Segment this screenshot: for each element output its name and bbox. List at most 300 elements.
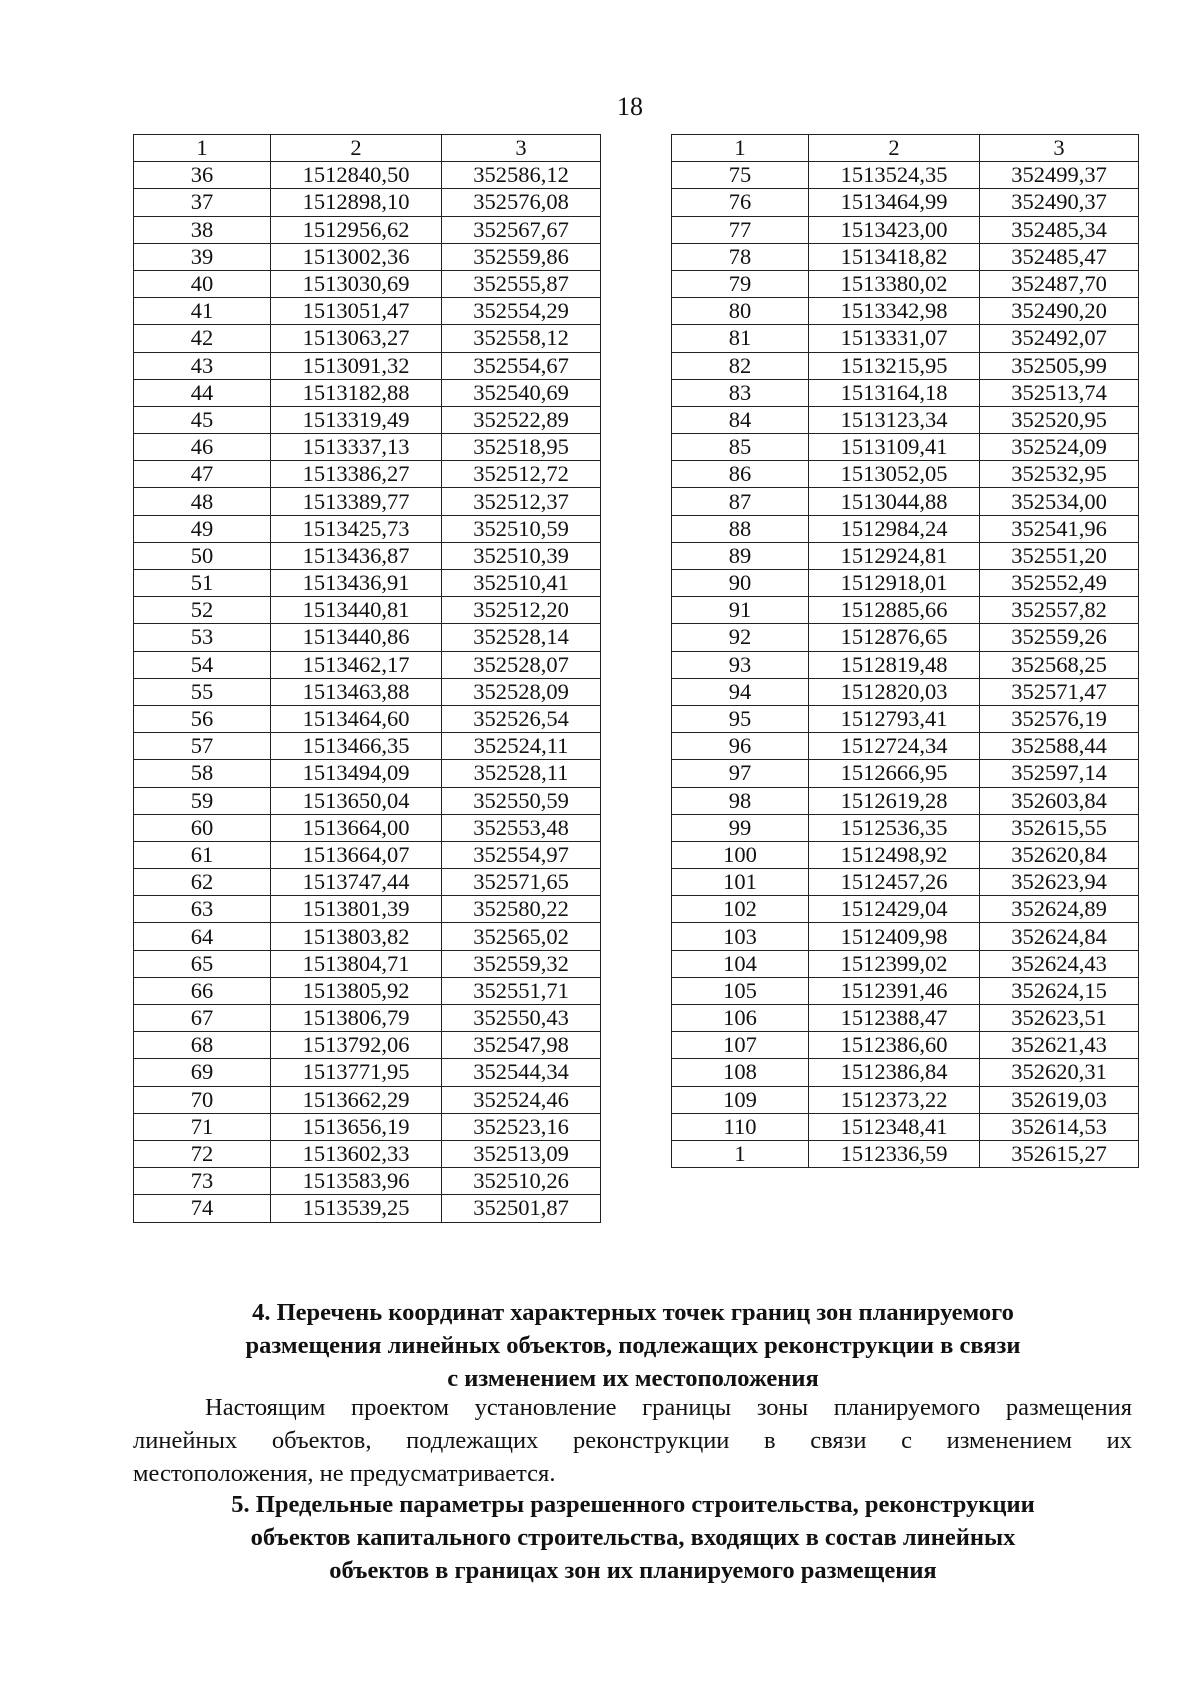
x-coordinate-cell: 1513425,73: [271, 515, 442, 542]
y-coordinate-cell: 352505,99: [980, 352, 1139, 379]
y-coordinate-cell: 352558,12: [442, 325, 601, 352]
x-coordinate-cell: 1513123,34: [809, 406, 980, 433]
table-row: [134, 1086, 601, 1113]
table-row: [134, 379, 601, 406]
point-number-cell: 96: [672, 733, 809, 760]
table-row: [672, 923, 1139, 950]
table-row: [134, 542, 601, 569]
y-coordinate-cell: 352557,82: [980, 597, 1139, 624]
y-coordinate-cell: 352615,55: [980, 814, 1139, 841]
y-coordinate-cell: 352528,11: [442, 760, 601, 787]
point-number-cell: 62: [134, 869, 271, 896]
page-number: 18: [617, 92, 643, 121]
point-number-cell: 99: [672, 814, 809, 841]
x-coordinate-cell: 1513792,06: [271, 1032, 442, 1059]
x-coordinate-cell: 1513805,92: [271, 977, 442, 1004]
x-coordinate-cell: 1513389,77: [271, 488, 442, 515]
point-number-cell: 70: [134, 1086, 271, 1113]
y-coordinate-cell: 352597,14: [980, 760, 1139, 787]
point-number-cell: 107: [672, 1032, 809, 1059]
x-coordinate-cell: 1513319,49: [271, 406, 442, 433]
table-row: [672, 570, 1139, 597]
x-coordinate-cell: 1512918,01: [809, 570, 980, 597]
x-coordinate-cell: 1513664,00: [271, 814, 442, 841]
x-coordinate-cell: 1513182,88: [271, 379, 442, 406]
point-number-cell: 83: [672, 379, 809, 406]
table-row: [134, 1113, 601, 1140]
x-coordinate-cell: 1512724,34: [809, 733, 980, 760]
x-coordinate-cell: 1513030,69: [271, 270, 442, 297]
table-row: [134, 189, 601, 216]
point-number-cell: 67: [134, 1005, 271, 1032]
x-coordinate-cell: 1513342,98: [809, 298, 980, 325]
point-number-cell: 89: [672, 542, 809, 569]
y-coordinate-cell: 352576,19: [980, 705, 1139, 732]
y-coordinate-cell: 352490,37: [980, 189, 1139, 216]
x-coordinate-cell: 1513539,25: [271, 1195, 442, 1222]
point-number-cell: 56: [134, 705, 271, 732]
table-row: [672, 977, 1139, 1004]
y-coordinate-cell: 352623,94: [980, 869, 1139, 896]
x-coordinate-cell: 1512984,24: [809, 515, 980, 542]
coordinates-table-right: [671, 134, 1139, 1168]
y-coordinate-cell: 352541,96: [980, 515, 1139, 542]
x-coordinate-cell: 1513801,39: [271, 896, 442, 923]
y-coordinate-cell: 352492,07: [980, 325, 1139, 352]
y-coordinate-cell: 352588,44: [980, 733, 1139, 760]
y-coordinate-cell: 352576,08: [442, 189, 601, 216]
y-coordinate-cell: 352524,11: [442, 733, 601, 760]
table-row: [672, 216, 1139, 243]
x-coordinate-cell: 1512498,92: [809, 841, 980, 868]
point-number-cell: 102: [672, 896, 809, 923]
point-number-cell: 76: [672, 189, 809, 216]
point-number-cell: 85: [672, 434, 809, 461]
table-row: [672, 841, 1139, 868]
y-coordinate-cell: 352553,48: [442, 814, 601, 841]
y-coordinate-cell: 352512,20: [442, 597, 601, 624]
point-number-cell: 103: [672, 923, 809, 950]
x-coordinate-cell: 1513463,88: [271, 678, 442, 705]
table-row: [672, 515, 1139, 542]
table-row: [134, 570, 601, 597]
table-row: [672, 651, 1139, 678]
x-coordinate-cell: 1513002,36: [271, 243, 442, 270]
point-number-cell: 44: [134, 379, 271, 406]
table-row: [672, 950, 1139, 977]
x-coordinate-cell: 1512820,03: [809, 678, 980, 705]
y-coordinate-cell: 352524,09: [980, 434, 1139, 461]
y-coordinate-cell: 352510,26: [442, 1168, 601, 1195]
y-coordinate-cell: 352487,70: [980, 270, 1139, 297]
y-coordinate-cell: 352523,16: [442, 1113, 601, 1140]
table-row: [672, 1113, 1139, 1140]
table-row: [134, 923, 601, 950]
y-coordinate-cell: 352518,95: [442, 434, 601, 461]
x-coordinate-cell: 1513464,99: [809, 189, 980, 216]
x-coordinate-cell: 1513164,18: [809, 379, 980, 406]
y-coordinate-cell: 352559,26: [980, 624, 1139, 651]
table-row: [672, 379, 1139, 406]
point-number-cell: 37: [134, 189, 271, 216]
table-row: [672, 325, 1139, 352]
heading-line: 4. Перечень координат характерных точек границ зон планируемого: [252, 1299, 1014, 1326]
table-row: [134, 515, 601, 542]
point-number-cell: 46: [134, 434, 271, 461]
x-coordinate-cell: 1512819,48: [809, 651, 980, 678]
point-number-cell: 71: [134, 1113, 271, 1140]
column-header: 2: [271, 135, 442, 162]
table-row: [672, 352, 1139, 379]
x-coordinate-cell: 1512386,84: [809, 1059, 980, 1086]
y-coordinate-cell: 352510,59: [442, 515, 601, 542]
point-number-cell: 48: [134, 488, 271, 515]
y-coordinate-cell: 352624,89: [980, 896, 1139, 923]
table-row: [672, 1005, 1139, 1032]
table-row: [134, 787, 601, 814]
point-number-cell: 78: [672, 243, 809, 270]
point-number-cell: 1: [672, 1140, 809, 1167]
table-row: [134, 352, 601, 379]
y-coordinate-cell: 352614,53: [980, 1113, 1139, 1140]
x-coordinate-cell: 1513436,91: [271, 570, 442, 597]
point-number-cell: 53: [134, 624, 271, 651]
table-row: [672, 298, 1139, 325]
point-number-cell: 97: [672, 760, 809, 787]
point-number-cell: 77: [672, 216, 809, 243]
point-number-cell: 73: [134, 1168, 271, 1195]
point-number-cell: 72: [134, 1140, 271, 1167]
y-coordinate-cell: 352552,49: [980, 570, 1139, 597]
x-coordinate-cell: 1512619,28: [809, 787, 980, 814]
point-number-cell: 58: [134, 760, 271, 787]
table-row: [672, 760, 1139, 787]
table-row: [672, 1086, 1139, 1113]
table-row: [672, 488, 1139, 515]
y-coordinate-cell: 352528,09: [442, 678, 601, 705]
table-body-left: [134, 162, 601, 1222]
x-coordinate-cell: 1513063,27: [271, 325, 442, 352]
point-number-cell: 50: [134, 542, 271, 569]
paragraph-line: Настоящим проектом установление границы зоны планируемого размещения: [205, 1394, 1132, 1421]
point-number-cell: 39: [134, 243, 271, 270]
column-header: 1: [672, 135, 809, 162]
point-number-cell: 59: [134, 787, 271, 814]
point-number-cell: 41: [134, 298, 271, 325]
table-row: [134, 162, 601, 189]
table-row: [672, 896, 1139, 923]
table-row: [134, 1140, 601, 1167]
table-row: [672, 624, 1139, 651]
x-coordinate-cell: 1513662,29: [271, 1086, 442, 1113]
heading-line: с изменением их местоположения: [447, 1365, 819, 1392]
point-number-cell: 69: [134, 1059, 271, 1086]
table-row: [672, 1140, 1139, 1167]
table-row: [672, 461, 1139, 488]
x-coordinate-cell: 1513583,96: [271, 1168, 442, 1195]
x-coordinate-cell: 1513804,71: [271, 950, 442, 977]
point-number-cell: 93: [672, 651, 809, 678]
x-coordinate-cell: 1512666,95: [809, 760, 980, 787]
x-coordinate-cell: 1512536,35: [809, 814, 980, 841]
table-row: [134, 406, 601, 433]
x-coordinate-cell: 1512348,41: [809, 1113, 980, 1140]
x-coordinate-cell: 1513386,27: [271, 461, 442, 488]
section-5-heading: [133, 1488, 1133, 1587]
x-coordinate-cell: 1513462,17: [271, 651, 442, 678]
y-coordinate-cell: 352568,25: [980, 651, 1139, 678]
y-coordinate-cell: 352547,98: [442, 1032, 601, 1059]
x-coordinate-cell: 1513464,60: [271, 705, 442, 732]
y-coordinate-cell: 352490,20: [980, 298, 1139, 325]
heading-line: объектов капитального строительства, входящих в состав линейных: [250, 1524, 1016, 1551]
table-row: [134, 705, 601, 732]
x-coordinate-cell: 1513494,09: [271, 760, 442, 787]
x-coordinate-cell: 1513109,41: [809, 434, 980, 461]
point-number-cell: 68: [134, 1032, 271, 1059]
point-number-cell: 81: [672, 325, 809, 352]
x-coordinate-cell: 1512898,10: [271, 189, 442, 216]
table-row: [672, 243, 1139, 270]
point-number-cell: 88: [672, 515, 809, 542]
y-coordinate-cell: 352559,32: [442, 950, 601, 977]
point-number-cell: 61: [134, 841, 271, 868]
point-number-cell: 95: [672, 705, 809, 732]
section-4-heading: [133, 1296, 1133, 1395]
x-coordinate-cell: 1513803,82: [271, 923, 442, 950]
table-row: [672, 814, 1139, 841]
table-row: [672, 597, 1139, 624]
x-coordinate-cell: 1513806,79: [271, 1005, 442, 1032]
point-number-cell: 57: [134, 733, 271, 760]
heading-line: объектов в границах зон их планируемого размещения: [329, 1557, 937, 1584]
x-coordinate-cell: 1513423,00: [809, 216, 980, 243]
table-row: [672, 406, 1139, 433]
table-row: [134, 814, 601, 841]
y-coordinate-cell: 352621,43: [980, 1032, 1139, 1059]
y-coordinate-cell: 352550,43: [442, 1005, 601, 1032]
point-number-cell: 40: [134, 270, 271, 297]
y-coordinate-cell: 352513,09: [442, 1140, 601, 1167]
y-coordinate-cell: 352571,65: [442, 869, 601, 896]
y-coordinate-cell: 352512,72: [442, 461, 601, 488]
column-header: 3: [442, 135, 601, 162]
y-coordinate-cell: 352528,07: [442, 651, 601, 678]
x-coordinate-cell: 1513440,81: [271, 597, 442, 624]
column-header: 1: [134, 135, 271, 162]
y-coordinate-cell: 352551,20: [980, 542, 1139, 569]
paragraph-line: местоположения, не предусматривается.: [133, 1460, 556, 1487]
column-header: 3: [980, 135, 1139, 162]
y-coordinate-cell: 352586,12: [442, 162, 601, 189]
point-number-cell: 64: [134, 923, 271, 950]
table-row: [134, 624, 601, 651]
x-coordinate-cell: 1512885,66: [809, 597, 980, 624]
x-coordinate-cell: 1513602,33: [271, 1140, 442, 1167]
y-coordinate-cell: 352532,95: [980, 461, 1139, 488]
point-number-cell: 79: [672, 270, 809, 297]
x-coordinate-cell: 1513418,82: [809, 243, 980, 270]
table-body-right: [672, 162, 1139, 1168]
table-row: [672, 1032, 1139, 1059]
point-number-cell: 52: [134, 597, 271, 624]
y-coordinate-cell: 352571,47: [980, 678, 1139, 705]
point-number-cell: 86: [672, 461, 809, 488]
point-number-cell: 82: [672, 352, 809, 379]
table-row: [134, 216, 601, 243]
point-number-cell: 74: [134, 1195, 271, 1222]
table-row: [134, 298, 601, 325]
x-coordinate-cell: 1513331,07: [809, 325, 980, 352]
table-row: [134, 841, 601, 868]
point-number-cell: 65: [134, 950, 271, 977]
y-coordinate-cell: 352624,15: [980, 977, 1139, 1004]
table-header-row: [672, 135, 1139, 162]
table-row: [134, 1032, 601, 1059]
table-row: [134, 733, 601, 760]
x-coordinate-cell: 1513650,04: [271, 787, 442, 814]
y-coordinate-cell: 352619,03: [980, 1086, 1139, 1113]
point-number-cell: 63: [134, 896, 271, 923]
y-coordinate-cell: 352567,67: [442, 216, 601, 243]
point-number-cell: 49: [134, 515, 271, 542]
y-coordinate-cell: 352528,14: [442, 624, 601, 651]
point-number-cell: 104: [672, 950, 809, 977]
point-number-cell: 55: [134, 678, 271, 705]
point-number-cell: 45: [134, 406, 271, 433]
x-coordinate-cell: 1513747,44: [271, 869, 442, 896]
table-row: [134, 270, 601, 297]
y-coordinate-cell: 352544,34: [442, 1059, 601, 1086]
point-number-cell: 98: [672, 787, 809, 814]
x-coordinate-cell: 1512336,59: [809, 1140, 980, 1167]
y-coordinate-cell: 352624,43: [980, 950, 1139, 977]
point-number-cell: 47: [134, 461, 271, 488]
table-row: [672, 434, 1139, 461]
y-coordinate-cell: 352522,89: [442, 406, 601, 433]
y-coordinate-cell: 352501,87: [442, 1195, 601, 1222]
point-number-cell: 54: [134, 651, 271, 678]
y-coordinate-cell: 352513,74: [980, 379, 1139, 406]
table-row: [134, 651, 601, 678]
point-number-cell: 38: [134, 216, 271, 243]
x-coordinate-cell: 1513215,95: [809, 352, 980, 379]
point-number-cell: 80: [672, 298, 809, 325]
table-row: [134, 1168, 601, 1195]
table-row: [672, 787, 1139, 814]
y-coordinate-cell: 352559,86: [442, 243, 601, 270]
y-coordinate-cell: 352510,41: [442, 570, 601, 597]
point-number-cell: 100: [672, 841, 809, 868]
point-number-cell: 42: [134, 325, 271, 352]
x-coordinate-cell: 1512386,60: [809, 1032, 980, 1059]
point-number-cell: 109: [672, 1086, 809, 1113]
x-coordinate-cell: 1513524,35: [809, 162, 980, 189]
table-row: [672, 189, 1139, 216]
x-coordinate-cell: 1512409,98: [809, 923, 980, 950]
x-coordinate-cell: 1513051,47: [271, 298, 442, 325]
y-coordinate-cell: 352534,00: [980, 488, 1139, 515]
table-row: [134, 760, 601, 787]
x-coordinate-cell: 1512876,65: [809, 624, 980, 651]
x-coordinate-cell: 1513044,88: [809, 488, 980, 515]
x-coordinate-cell: 1512391,46: [809, 977, 980, 1004]
point-number-cell: 75: [672, 162, 809, 189]
x-coordinate-cell: 1512924,81: [809, 542, 980, 569]
table-row: [134, 678, 601, 705]
point-number-cell: 84: [672, 406, 809, 433]
table-header-row: [134, 135, 601, 162]
table-row: [134, 325, 601, 352]
table-row: [672, 270, 1139, 297]
point-number-cell: 91: [672, 597, 809, 624]
x-coordinate-cell: 1513440,86: [271, 624, 442, 651]
heading-line: размещения линейных объектов, подлежащих реконструкции в связи: [245, 1332, 1021, 1359]
y-coordinate-cell: 352554,29: [442, 298, 601, 325]
point-number-cell: 87: [672, 488, 809, 515]
table-row: [134, 977, 601, 1004]
point-number-cell: 94: [672, 678, 809, 705]
y-coordinate-cell: 352512,37: [442, 488, 601, 515]
table-row: [672, 542, 1139, 569]
x-coordinate-cell: 1513337,13: [271, 434, 442, 461]
x-coordinate-cell: 1513656,19: [271, 1113, 442, 1140]
x-coordinate-cell: 1512388,47: [809, 1005, 980, 1032]
heading-line: 5. Предельные параметры разрешенного строительства, реконструкции: [231, 1491, 1035, 1518]
point-number-cell: 108: [672, 1059, 809, 1086]
y-coordinate-cell: 352565,02: [442, 923, 601, 950]
x-coordinate-cell: 1513771,95: [271, 1059, 442, 1086]
point-number-cell: 90: [672, 570, 809, 597]
x-coordinate-cell: 1513052,05: [809, 461, 980, 488]
y-coordinate-cell: 352520,95: [980, 406, 1139, 433]
table-row: [134, 1195, 601, 1222]
x-coordinate-cell: 1512373,22: [809, 1086, 980, 1113]
y-coordinate-cell: 352620,84: [980, 841, 1139, 868]
point-number-cell: 106: [672, 1005, 809, 1032]
y-coordinate-cell: 352510,39: [442, 542, 601, 569]
y-coordinate-cell: 352580,22: [442, 896, 601, 923]
table-row: [672, 733, 1139, 760]
x-coordinate-cell: 1512793,41: [809, 705, 980, 732]
x-coordinate-cell: 1512457,26: [809, 869, 980, 896]
coordinates-table-left: [133, 134, 601, 1223]
x-coordinate-cell: 1512840,50: [271, 162, 442, 189]
x-coordinate-cell: 1513091,32: [271, 352, 442, 379]
y-coordinate-cell: 352526,54: [442, 705, 601, 732]
y-coordinate-cell: 352603,84: [980, 787, 1139, 814]
point-number-cell: 51: [134, 570, 271, 597]
y-coordinate-cell: 352623,51: [980, 1005, 1139, 1032]
paragraph-line: линейных объектов, подлежащих реконструкции в связи с изменением их: [133, 1427, 1132, 1454]
table-row: [134, 461, 601, 488]
column-header: 2: [809, 135, 980, 162]
table-row: [672, 869, 1139, 896]
y-coordinate-cell: 352555,87: [442, 270, 601, 297]
x-coordinate-cell: 1513436,87: [271, 542, 442, 569]
point-number-cell: 60: [134, 814, 271, 841]
y-coordinate-cell: 352524,46: [442, 1086, 601, 1113]
y-coordinate-cell: 352554,97: [442, 841, 601, 868]
table-row: [134, 1005, 601, 1032]
table-row: [134, 488, 601, 515]
table-row: [134, 434, 601, 461]
x-coordinate-cell: 1512399,02: [809, 950, 980, 977]
point-number-cell: 66: [134, 977, 271, 1004]
table-row: [134, 950, 601, 977]
point-number-cell: 105: [672, 977, 809, 1004]
point-number-cell: 101: [672, 869, 809, 896]
